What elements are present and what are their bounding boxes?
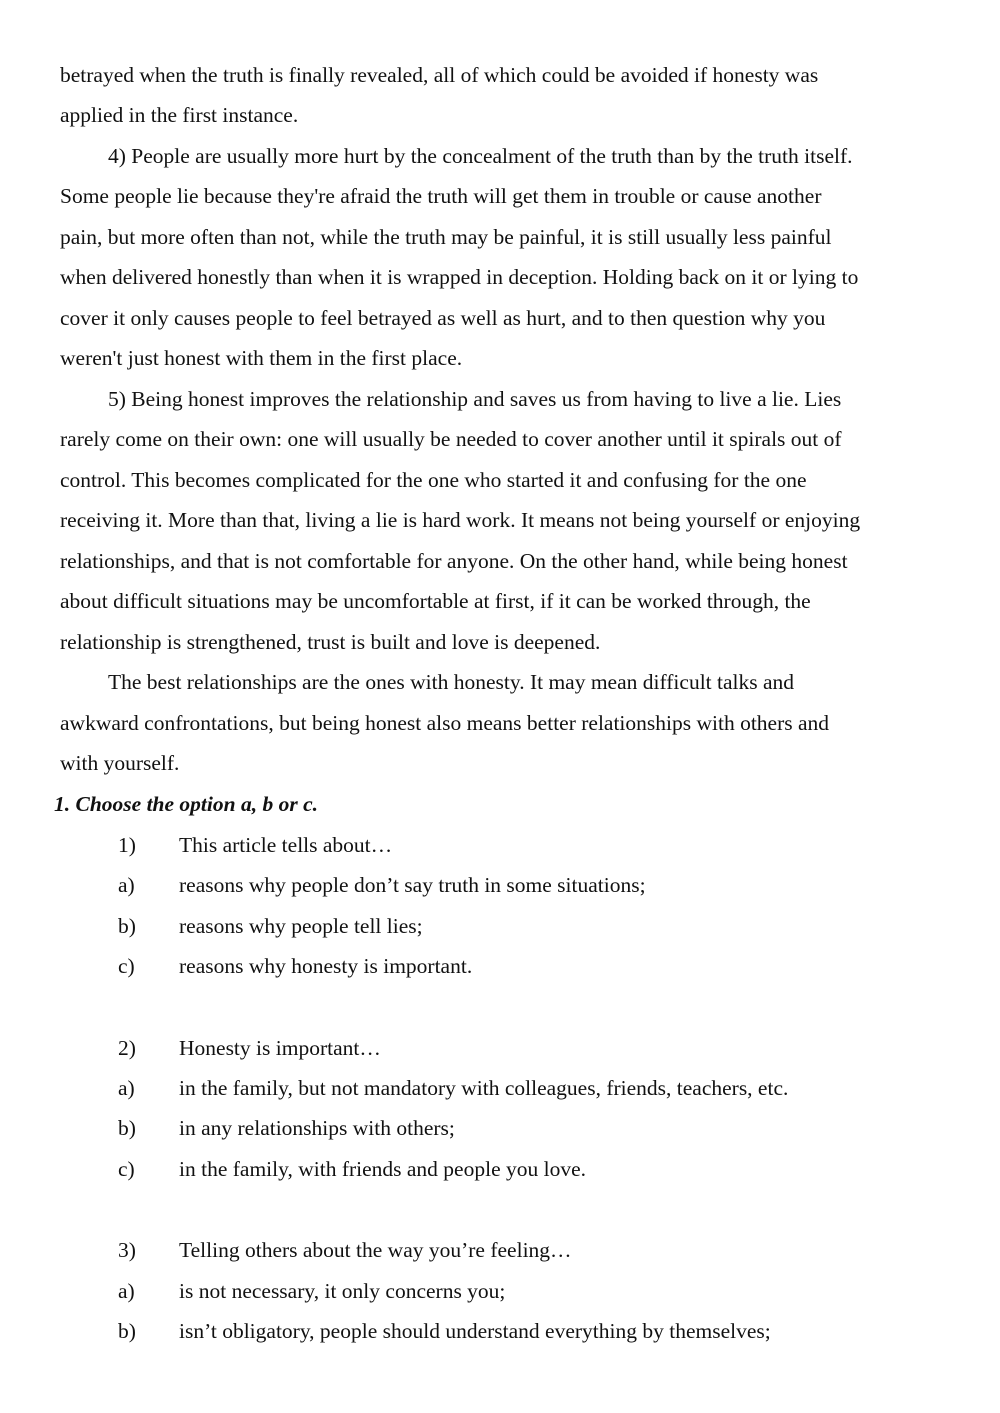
option-letter[interactable]: c)	[118, 1157, 135, 1181]
question-number: 1)	[118, 833, 136, 857]
option-text[interactable]: in any relationships with others;	[179, 1116, 455, 1140]
option-text[interactable]: reasons why people don’t say truth in some situations;	[179, 873, 646, 897]
option-letter[interactable]: a)	[118, 1076, 135, 1100]
conclusion-paragraph-start: The best relationships are the ones with honesty. It may mean difficult talks and	[108, 670, 795, 694]
article-line: rarely come on their own: one will usually be needed to cover another until it spirals out of	[60, 427, 842, 451]
article-line: receiving it. More than that, living a lie is hard work. It means not being yourself or enjoying	[60, 508, 861, 532]
paragraph-4-start: 4) People are usually more hurt by the concealment of the truth than by the truth itself.	[108, 144, 853, 168]
question-text: This article tells about…	[179, 833, 393, 857]
article-line: applied in the first instance.	[60, 103, 299, 127]
article-line: control. This becomes complicated for the one who started it and confusing for the one	[60, 468, 807, 492]
article-line: relationships, and that is not comfortable for anyone. On the other hand, while being honest	[60, 549, 848, 573]
article-line: about difficult situations may be uncomfortable at first, if it can be worked through, the	[60, 589, 811, 613]
question-number: 2)	[118, 1036, 136, 1060]
option-letter[interactable]: c)	[118, 954, 135, 978]
paragraph-5-start: 5) Being honest improves the relationship and saves us from having to live a lie. Lies	[108, 387, 842, 411]
option-text[interactable]: reasons why people tell lies;	[179, 914, 423, 938]
article-line: when delivered honestly than when it is wrapped in deception. Holding back on it or lying to	[60, 265, 859, 289]
article-line: with yourself.	[60, 751, 180, 775]
article-line: awkward confrontations, but being honest also means better relationships with others and	[60, 711, 830, 735]
task-heading: 1. Choose the option a, b or c.	[54, 792, 318, 816]
option-letter[interactable]: b)	[118, 1319, 136, 1343]
article-line: relationship is strengthened, trust is built and love is deepened.	[60, 630, 601, 654]
option-text[interactable]: in the family, with friends and people you love.	[179, 1157, 587, 1181]
article-line: betrayed when the truth is finally revealed, all of which could be avoided if honesty was	[60, 63, 819, 87]
option-letter[interactable]: a)	[118, 1279, 135, 1303]
option-letter[interactable]: a)	[118, 873, 135, 897]
option-letter[interactable]: b)	[118, 914, 136, 938]
option-text[interactable]: reasons why honesty is important.	[179, 954, 473, 978]
article-line: pain, but more often than not, while the truth may be painful, it is still usually less painful	[60, 225, 832, 249]
question-text: Telling others about the way you’re feeling…	[179, 1238, 572, 1262]
question-text: Honesty is important…	[179, 1036, 381, 1060]
article-line: cover it only causes people to feel betrayed as well as hurt, and to then question why you	[60, 306, 826, 330]
question-number: 3)	[118, 1238, 136, 1262]
article-line: Some people lie because they're afraid the truth will get them in trouble or cause another	[60, 184, 822, 208]
option-letter[interactable]: b)	[118, 1116, 136, 1140]
option-text[interactable]: isn’t obligatory, people should understand everything by themselves;	[179, 1319, 771, 1343]
article-line: weren't just honest with them in the first place.	[60, 346, 463, 370]
option-text[interactable]: is not necessary, it only concerns you;	[179, 1279, 506, 1303]
option-text[interactable]: in the family, but not mandatory with colleagues, friends, teachers, etc.	[179, 1076, 789, 1100]
